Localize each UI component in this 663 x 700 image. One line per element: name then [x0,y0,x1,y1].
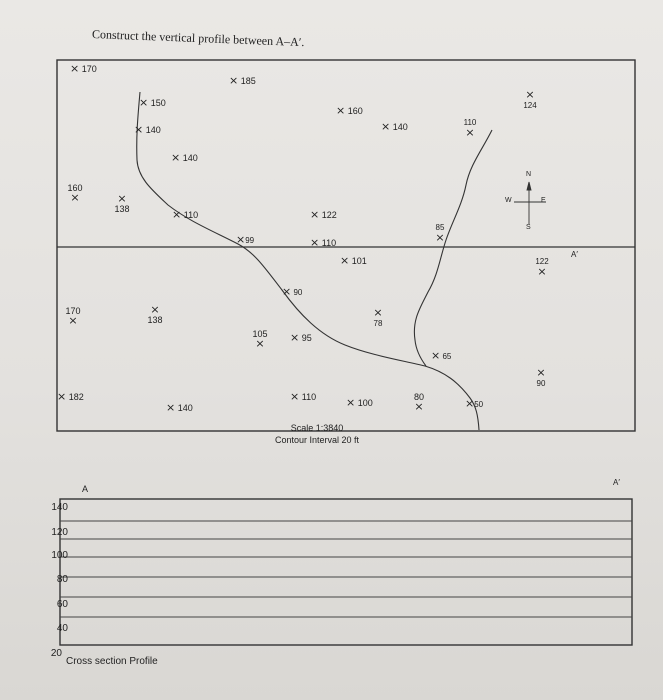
spot-height-90: × 90 [536,366,546,388]
spot-height-50: ×50 [465,397,484,410]
compass-west-label: W [505,197,512,204]
spot-height-110: 110 × [463,118,477,139]
spot-height-140: × 140 [166,401,193,414]
spot-height-170: × 170 [70,62,97,75]
spot-height-110: × 110 [310,236,337,249]
instruction-text: Construct the vertical profile between A–A′. [91,27,305,50]
y-axis-label: 120 [51,527,68,538]
spot-height-138: × 138 [114,192,130,214]
spot-height-122: 122 × [535,257,549,278]
spot-height-140: × 140 [381,120,408,133]
spot-height-160: 160 × [67,183,83,204]
spot-height-160: × 160 [336,104,363,117]
spot-height-95: × 95 [290,331,312,344]
spot-height-80: 80 × [413,392,424,413]
spot-height-140: × 140 [134,123,161,136]
spot-height-65: × 65 [431,349,452,362]
map-scale-legend [275,422,359,446]
y-axis-label: 80 [56,574,68,585]
spot-height-140: × 140 [171,151,198,164]
scale-text: Scale 1:3840 [290,423,344,433]
section-end-label-map: A′ [571,250,578,259]
stream-line-main [137,92,479,430]
y-axis-label: 140 [51,502,68,513]
compass-east-label: E [541,197,546,204]
contour-interval-text: Contour Interval 20 ft [275,435,360,445]
spot-height-101: × 101 [340,254,367,267]
spot-height-90: × 90 [282,285,303,298]
spot-height-138: × 138 [147,303,163,325]
spot-height-182: × 182 [57,390,84,403]
stream-line-tributary [414,130,492,366]
spot-height-150: × 150 [139,96,166,109]
spot-height-124: × 124 [523,88,537,110]
profile-grid-lines [60,521,632,617]
spot-height-122: × 122 [310,208,337,221]
profile-graph-title: Cross section Profile [66,656,158,667]
y-axis-label: 20 [50,648,62,659]
spot-height-105: 105 × [252,329,268,350]
spot-height-170: 170 × [65,306,81,327]
spot-height-100: × 100 [346,396,373,409]
compass-north-label: N [526,171,532,178]
compass-south-label: S [526,224,531,231]
spot-height-110: × 110 [172,208,199,221]
spot-height-99: ×99 [236,233,255,246]
spot-height-110: × 110 [290,390,317,403]
spot-height-78: × 78 [373,306,383,328]
y-axis-label: 40 [56,623,68,634]
spot-height-185: × 185 [229,74,256,87]
spot-height-85: 85 × [435,223,445,244]
y-axis-label: 100 [51,550,68,561]
section-start-label-graph: A [82,484,89,494]
section-end-label-graph: A′ [613,478,620,487]
y-axis-label: 60 [56,599,68,610]
